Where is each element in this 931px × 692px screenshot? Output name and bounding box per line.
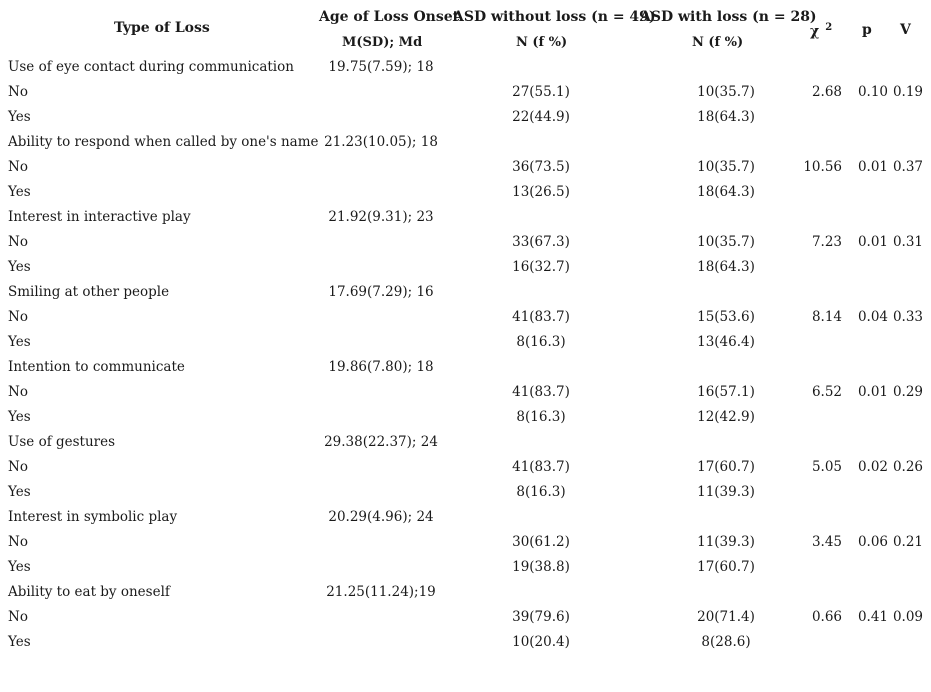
loss-type-label: Use of eye contact during communication [8,59,294,75]
without-loss-value: 13(26.5) [512,184,570,200]
p-value: 0.41 [857,609,888,625]
loss-type-label: Ability to eat by oneself [8,584,170,600]
row-label-no: No [8,459,28,475]
p-value: 0.01 [857,234,888,250]
onset-value: 20.29(4.96); 24 [328,509,434,525]
chi-square-value: 7.23 [811,234,842,250]
header-without-loss-sub: N (f %) [516,35,568,50]
loss-type-label: Interest in interactive play [8,209,191,225]
with-loss-value: 12(42.9) [697,409,755,425]
onset-value: 21.92(9.31); 23 [328,209,434,225]
with-loss-value: 20(71.4) [697,609,755,625]
with-loss-value: 18(64.3) [697,184,755,200]
loss-type-label: Smiling at other people [8,284,170,300]
with-loss-value: 10(35.7) [697,234,755,250]
with-loss-value: 15(53.6) [697,309,755,325]
loss-type-label: Ability to respond when called by one's name [8,134,319,150]
with-loss-value: 10(35.7) [697,84,755,100]
chi-square-value: 10.56 [803,159,842,175]
header-chi-square [810,22,832,40]
cramers-v-value: 0.26 [892,459,923,475]
onset-value: 21.23(10.05); 18 [324,134,438,150]
onset-value: 17.69(7.29); 16 [328,284,434,300]
without-loss-value: 41(83.7) [512,384,570,400]
row-label-no: No [8,84,28,100]
chi-square-value: 8.14 [811,309,842,325]
chi-square-value: 6.52 [811,384,842,400]
onset-value: 19.86(7.80); 18 [328,359,434,375]
header-age-onset: Age of Loss Onset [319,9,460,25]
row-label-yes: Yes [8,559,31,575]
cramers-v-value: 0.21 [892,534,923,550]
p-value: 0.01 [857,384,888,400]
row-label-no: No [8,609,28,625]
header-chi-superscript: 2 [825,22,833,33]
row-label-no: No [8,534,28,550]
with-loss-value: 16(57.1) [697,384,755,400]
header-type-of-loss: Type of Loss [114,20,210,36]
with-loss-value: 17(60.7) [697,559,755,575]
header-age-onset-sub: M(SD); Md [342,35,423,50]
p-value: 0.02 [857,459,888,475]
header-v: V [900,22,911,38]
with-loss-value: 10(35.7) [697,159,755,175]
p-value: 0.04 [857,309,888,325]
with-loss-value: 11(39.3) [697,484,755,500]
without-loss-value: 8(16.3) [516,484,566,500]
p-value: 0.06 [857,534,888,550]
with-loss-value: 13(46.4) [697,334,755,350]
chi-square-value: 0.66 [811,609,842,625]
row-label-yes: Yes [8,634,31,650]
without-loss-value: 39(79.6) [512,609,570,625]
cramers-v-value: 0.19 [892,84,923,100]
header-chi-symbol: χ [810,23,820,40]
with-loss-value: 17(60.7) [697,459,755,475]
without-loss-value: 8(16.3) [516,409,566,425]
without-loss-value: 41(83.7) [512,309,570,325]
row-label-yes: Yes [8,484,31,500]
row-label-yes: Yes [8,259,31,275]
without-loss-value: 30(61.2) [512,534,570,550]
loss-type-label: Intention to communicate [8,359,185,375]
without-loss-value: 16(32.7) [512,259,570,275]
chi-square-value: 5.05 [811,459,842,475]
header-without-loss: ASD without loss (n = 49) [453,9,656,25]
cramers-v-value: 0.37 [892,159,923,175]
with-loss-value: 11(39.3) [697,534,755,550]
chi-square-value: 3.45 [811,534,842,550]
cramers-v-value: 0.29 [892,384,923,400]
cramers-v-value: 0.31 [892,234,923,250]
header-p: p [862,22,872,38]
with-loss-value: 8(28.6) [701,634,751,650]
p-value: 0.01 [857,159,888,175]
loss-type-label: Interest in symbolic play [8,509,178,525]
with-loss-value: 18(64.3) [697,109,755,125]
row-label-yes: Yes [8,109,31,125]
header-with-loss-sub: N (f %) [692,35,744,50]
row-label-yes: Yes [8,334,31,350]
p-value: 0.10 [857,84,888,100]
without-loss-value: 8(16.3) [516,334,566,350]
onset-value: 19.75(7.59); 18 [328,59,434,75]
row-label-yes: Yes [8,409,31,425]
onset-value: 29.38(22.37); 24 [324,434,438,450]
without-loss-value: 19(38.8) [512,559,570,575]
row-label-no: No [8,309,28,325]
onset-value: 21.25(11.24);19 [326,584,436,600]
header-with-loss: ASD with loss (n = 28) [640,9,817,25]
without-loss-value: 33(67.3) [512,234,570,250]
loss-type-label: Use of gestures [8,434,116,450]
without-loss-value: 41(83.7) [512,459,570,475]
chi-square-value: 2.68 [811,84,842,100]
row-label-no: No [8,384,28,400]
without-loss-value: 36(73.5) [512,159,570,175]
with-loss-value: 18(64.3) [697,259,755,275]
row-label-no: No [8,234,28,250]
without-loss-value: 22(44.9) [512,109,570,125]
cramers-v-value: 0.33 [892,309,923,325]
row-label-no: No [8,159,28,175]
row-label-yes: Yes [8,184,31,200]
cramers-v-value: 0.09 [892,609,923,625]
without-loss-value: 10(20.4) [512,634,570,650]
without-loss-value: 27(55.1) [512,84,570,100]
